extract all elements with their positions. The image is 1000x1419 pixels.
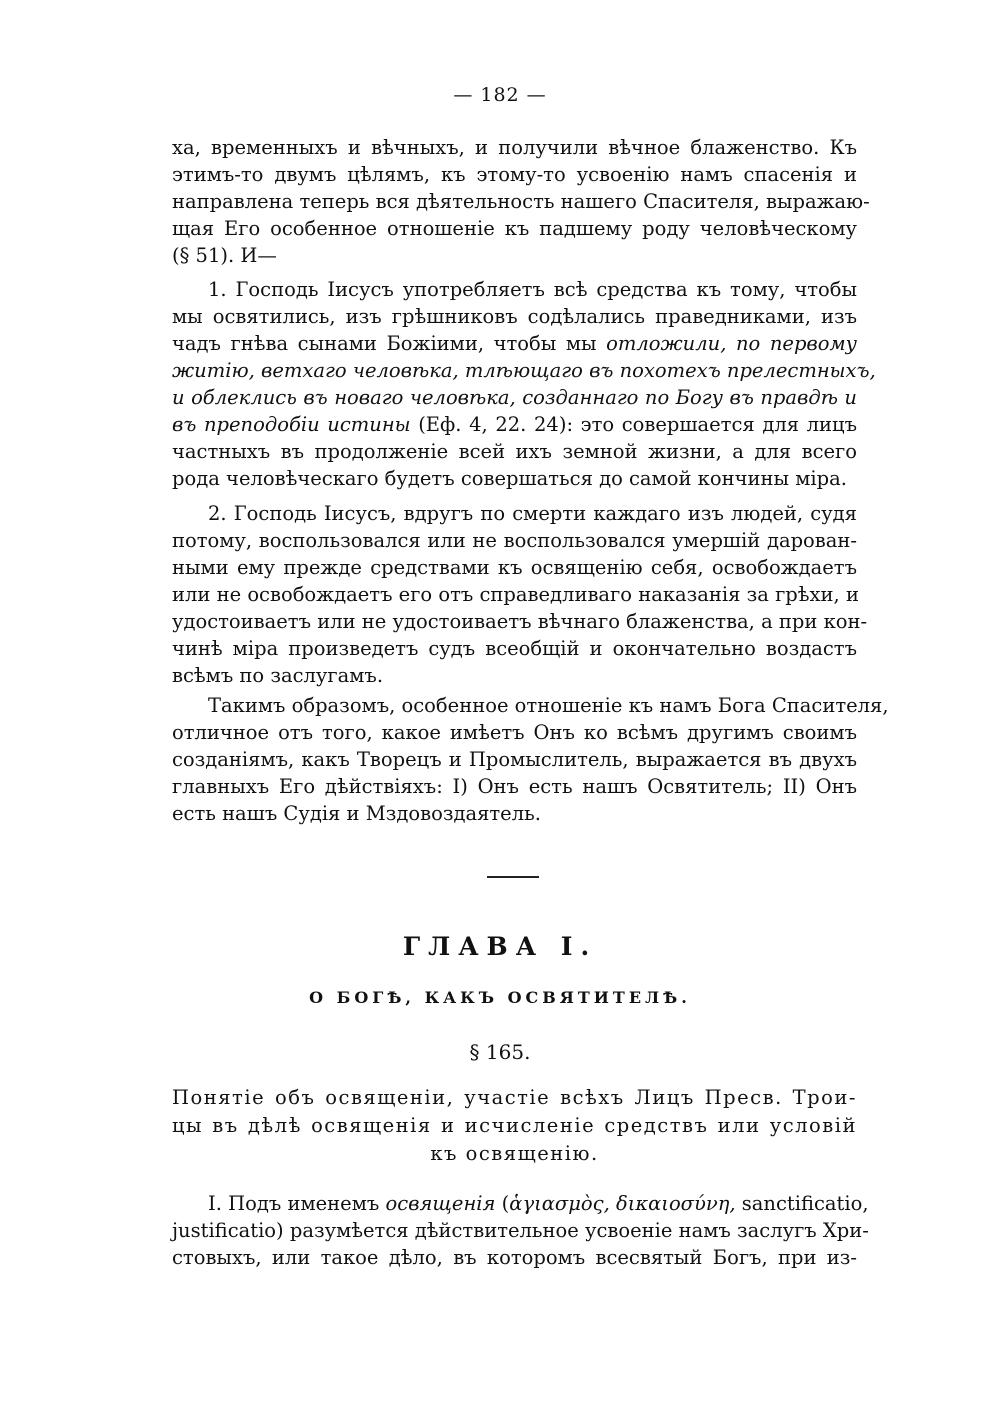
section-divider xyxy=(487,876,539,878)
text-line: частныхъ въ продолженіе всей ихъ земной жизни, а для всего xyxy=(172,440,857,463)
paragraph-item-2 xyxy=(172,500,868,689)
text-line: удостоиваетъ или не удостоиваетъ вѣчнаго блаженства, а при кон- xyxy=(172,610,868,633)
page-number: — 182 — xyxy=(453,84,547,106)
text-line: направлена теперь вся дѣятельность нашего Спасителя, выражаю- xyxy=(172,190,870,213)
term: освященія xyxy=(385,1192,496,1215)
text-line: цы въ дѣлѣ освященія и исчисленіе средствъ или условій xyxy=(172,1114,857,1137)
text-line: этимъ-то двумъ цѣлямъ, къ этому-то усвоенію намъ спасенія и xyxy=(172,163,857,186)
text-line: щая Его особенное отношеніе къ падшему роду человѣческому xyxy=(172,217,857,240)
section-topic xyxy=(172,1084,857,1168)
section-number: § 165. xyxy=(469,1040,531,1064)
text-line: мы освятились, изъ грѣшниковъ содѣлались праведниками, изъ xyxy=(172,305,857,328)
chapter-title: ГЛАВА I. xyxy=(402,932,598,961)
text-line: отличное отъ того, какое имѣетъ Онъ ко всѣмъ другимъ своимъ xyxy=(172,721,857,744)
text-line: къ освященію. xyxy=(430,1142,599,1165)
definition-paragraph xyxy=(172,1190,869,1271)
text-line: Понятіе объ освященіи, участіе всѣхъ Лицъ Пресв. Трои- xyxy=(172,1086,857,1109)
text-line xyxy=(172,384,857,411)
text-line: всѣмъ по заслугамъ. xyxy=(172,664,384,687)
summary-paragraph xyxy=(172,692,889,827)
opening-paragraph xyxy=(172,134,870,269)
text-line: созданіямъ, какъ Творецъ и Промыслитель, выражается въ двухъ xyxy=(172,748,857,771)
text-line xyxy=(172,411,857,438)
scripture-quote: отложили, по первому xyxy=(606,332,857,355)
text-line: чинѣ міра произведетъ судъ всеобщій и окончательно воздастъ xyxy=(172,637,857,660)
text-line: 2. Господь Іисусъ, вдругъ по смерти каждаго изъ людей, судя xyxy=(208,502,857,525)
text-run: sanctificatio, xyxy=(735,1192,869,1215)
text-line: Такимъ образомъ, особенное отношеніе къ намъ Бога Спасителя, xyxy=(208,694,889,717)
text-line: потому, воспользовался или не воспользовался умершій дарован- xyxy=(172,529,857,552)
text-line xyxy=(172,1190,869,1217)
text-line: 1. Господь Іисусъ употребляетъ всѣ средства къ тому, чтобы xyxy=(208,278,857,301)
paragraph-item-1 xyxy=(172,276,876,492)
text-run: ( xyxy=(495,1192,510,1215)
greek-term: ἁγιασμὸς, δικαιοσύνη, xyxy=(509,1192,736,1215)
text-line: рода человѣческаго будетъ совершаться до самой кончины міра. xyxy=(172,467,847,490)
text-line: (§ 51). И— xyxy=(172,244,277,267)
text-line: ха, временныхъ и вѣчныхъ, и получили вѣчное блаженство. Къ xyxy=(172,136,857,159)
text-line xyxy=(172,330,857,357)
text-line: justificatio) разумѣется дѣйствительное усвоеніе намъ заслугъ Хри- xyxy=(172,1219,869,1242)
text-line: главныхъ Его дѣйствіяхъ: I) Онъ есть нашъ Освятитель; II) Онъ xyxy=(172,775,857,798)
text-line: или не освобождаетъ его отъ справедливаго наказанія за грѣхи, и xyxy=(172,583,859,606)
scripture-quote: житію, ветхаго человѣка, тлѣющаго въ похотехъ прелестныхъ, xyxy=(172,359,876,382)
text-line xyxy=(172,357,876,384)
text-run: I. Подъ именемъ xyxy=(208,1192,386,1215)
chapter-subtitle: О БОГѢ, КАКЪ ОСВЯТИТЕЛѢ. xyxy=(309,988,691,1007)
scripture-quote: въ преподобіи истины xyxy=(172,413,411,436)
text-run: чадъ гнѣва сынами Божіими, чтобы мы xyxy=(172,332,607,355)
text-run: (Еф. 4, 22. 24): это совершается для лицъ xyxy=(410,413,857,436)
text-line: стовыхъ, или такое дѣло, въ которомъ всесвятый Богъ, при из- xyxy=(172,1246,857,1269)
text-line: есть нашъ Судія и Мздовоздаятель. xyxy=(172,802,541,825)
text-line: ными ему прежде средствами къ освященію себя, освобождаетъ xyxy=(172,556,857,579)
scripture-quote: и облеклись въ новаго человѣка, созданнаго по Богу въ правдѣ и xyxy=(172,386,857,409)
